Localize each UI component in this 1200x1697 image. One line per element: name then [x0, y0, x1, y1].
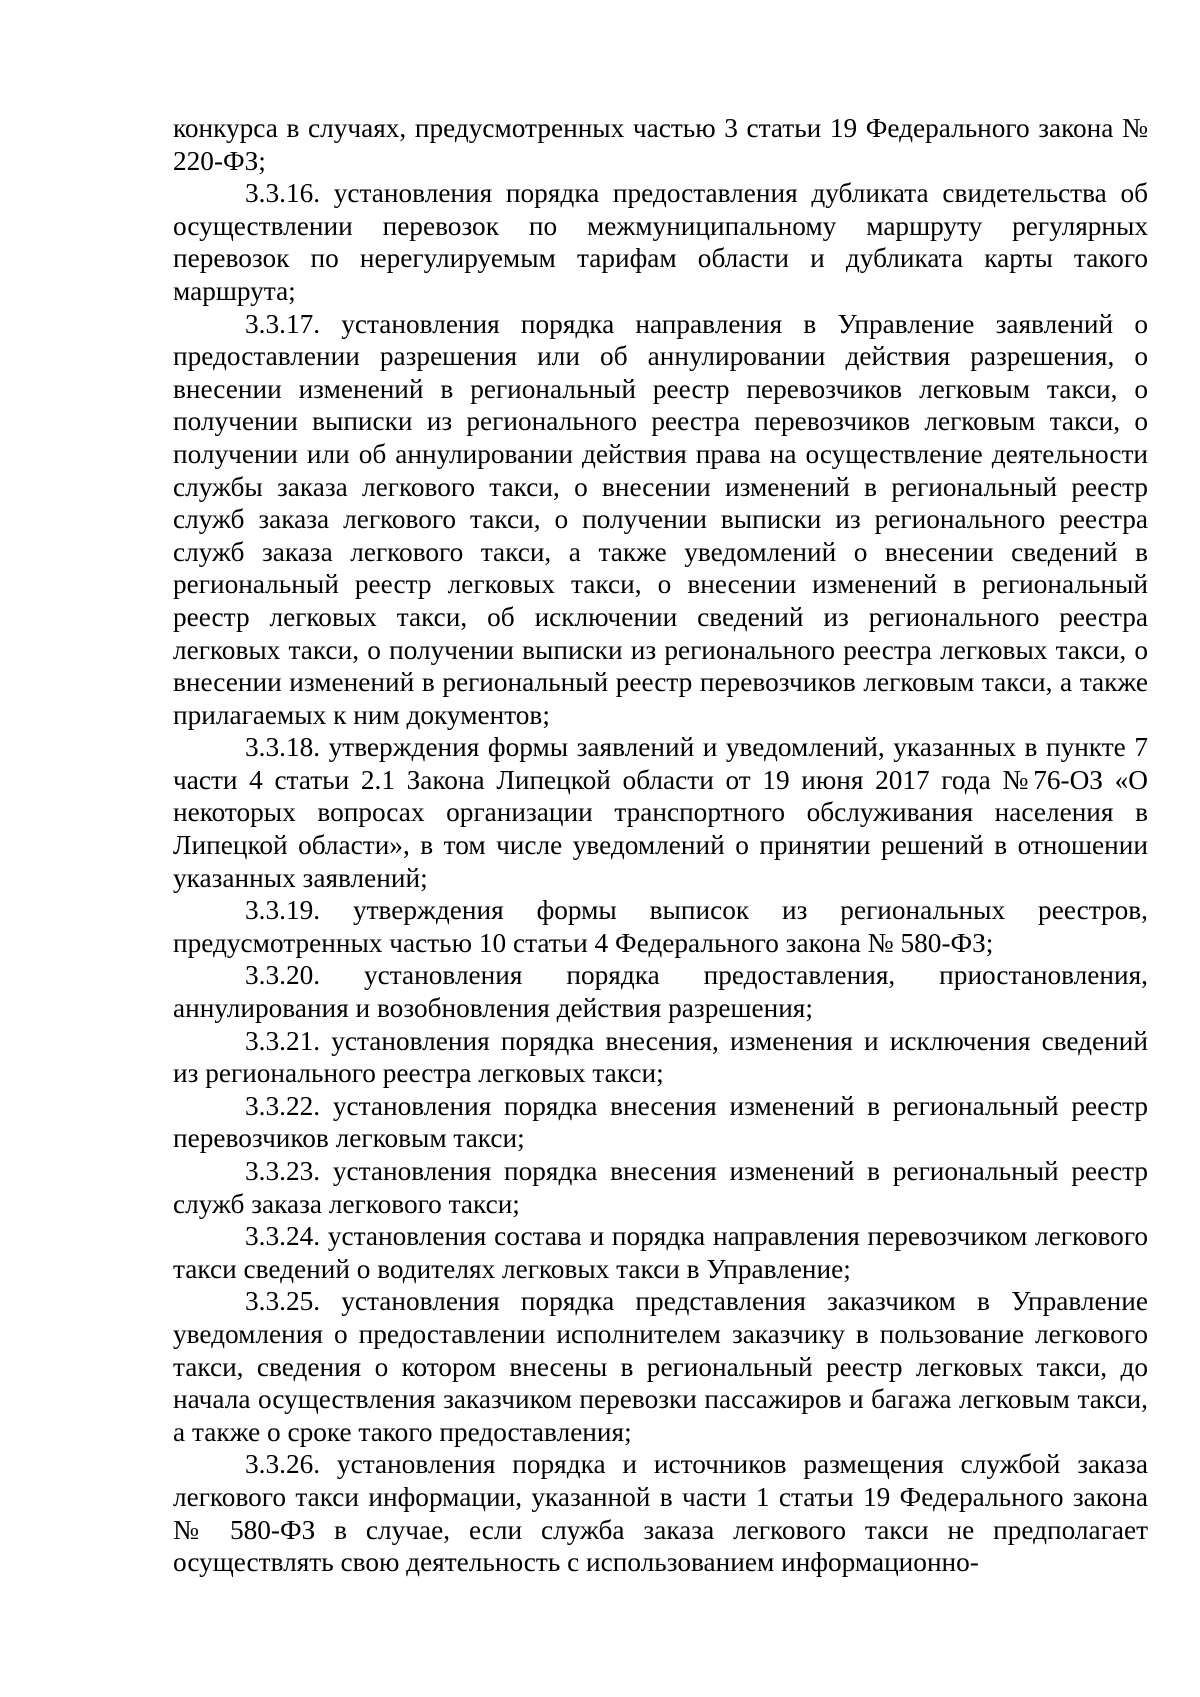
paragraph-continuation: конкурса в случаях, предусмотренных частью 3 статьи 19 Федерального закона № 220-ФЗ;	[173, 113, 1148, 176]
paragraph-3-3-22: 3.3.22. установления порядка внесения изменений в региональный реестр перевозчиков легковым такси;	[173, 1090, 1148, 1154]
document-page	[173, 112, 1148, 1579]
paragraph-3-3-24: 3.3.24. установления состава и порядка направления перевозчиком легкового такси сведений о водителях легковых такси в Управление;	[173, 1221, 1148, 1284]
paragraph-3-3-19: 3.3.19. утверждения формы выписок из региональных реестров, предусмотренных частью 10 статьи 4 Федерального закона № 580-ФЗ;	[173, 895, 1148, 958]
paragraph-3-3-17: 3.3.17. установления порядка направления в Управление заявлений о предоставлении разрешения или об аннулировании действия разрешения, о внесении изменений в региональный реестр перевозчиков легковым такси, о получении выписки из регионального реестра перевозчиков легковым такси, о получении или об аннулировании действия права на осуществление деятельности службы заказа легкового такси, о внесении изменений в региональный реестр служб заказа легкового такси, о получении выписки из регионального реестра служб заказа легкового такси, а также уведомлений о внесении сведений в региональный реестр легковых такси, о внесении изменений в региональный реестр легковых такси, об исключении сведений из регионального реестра легковых такси, о получении выписки из регионального реестра легковых такси, о внесении изменений в региональный реестр перевозчиков легковым такси, а также прилагаемых к ним документов;	[173, 308, 1148, 730]
paragraph-3-3-21: 3.3.21. установления порядка внесения, изменения и исключения сведений из регионального реестра легковых такси;	[173, 1025, 1148, 1089]
paragraph-3-3-20: 3.3.20. установления порядка предоставления, приостановления, аннулирования и возобновления действия разрешения;	[173, 960, 1148, 1024]
paragraph-3-3-23: 3.3.23. установления порядка внесения изменений в региональный реестр служб заказа легкового такси;	[173, 1156, 1148, 1219]
paragraph-3-3-25: 3.3.25. установления порядка представления заказчиком в Управление уведомления о предоставлении исполнителем заказчику в пользование легкового такси, сведения о котором внесены в региональный реестр легковых такси, до начала осуществления заказчиком перевозки пассажиров и багажа легковым такси, а также о сроке такого предоставления;	[173, 1286, 1148, 1447]
paragraph-3-3-26: 3.3.26. установления порядка и источников размещения службой заказа легкового такси информации, указанной в части 1 статьи 19 Федерального закона № 580-ФЗ в случае, если служба заказа легкового такси не предполагает осуществлять свою деятельность с использованием информационно-	[173, 1449, 1148, 1578]
paragraph-3-3-16: 3.3.16. установления порядка предоставления дубликата свидетельства об осуществлении перевозок по межмуниципальному маршруту регулярных перевозок по нерегулируемым тарифам области и дубликата карты такого маршрута;	[173, 178, 1148, 306]
paragraph-3-3-18: 3.3.18. утверждения формы заявлений и уведомлений, указанных в пункте 7 части 4 статьи 2.1 Закона Липецкой области от 19 июня 2017 года №76-ОЗ «О некоторых вопросах организации транспортного обслуживания населения в Липецкой области», в том числе уведомлений о принятии решений в отношении указанных заявлений;	[173, 732, 1148, 893]
